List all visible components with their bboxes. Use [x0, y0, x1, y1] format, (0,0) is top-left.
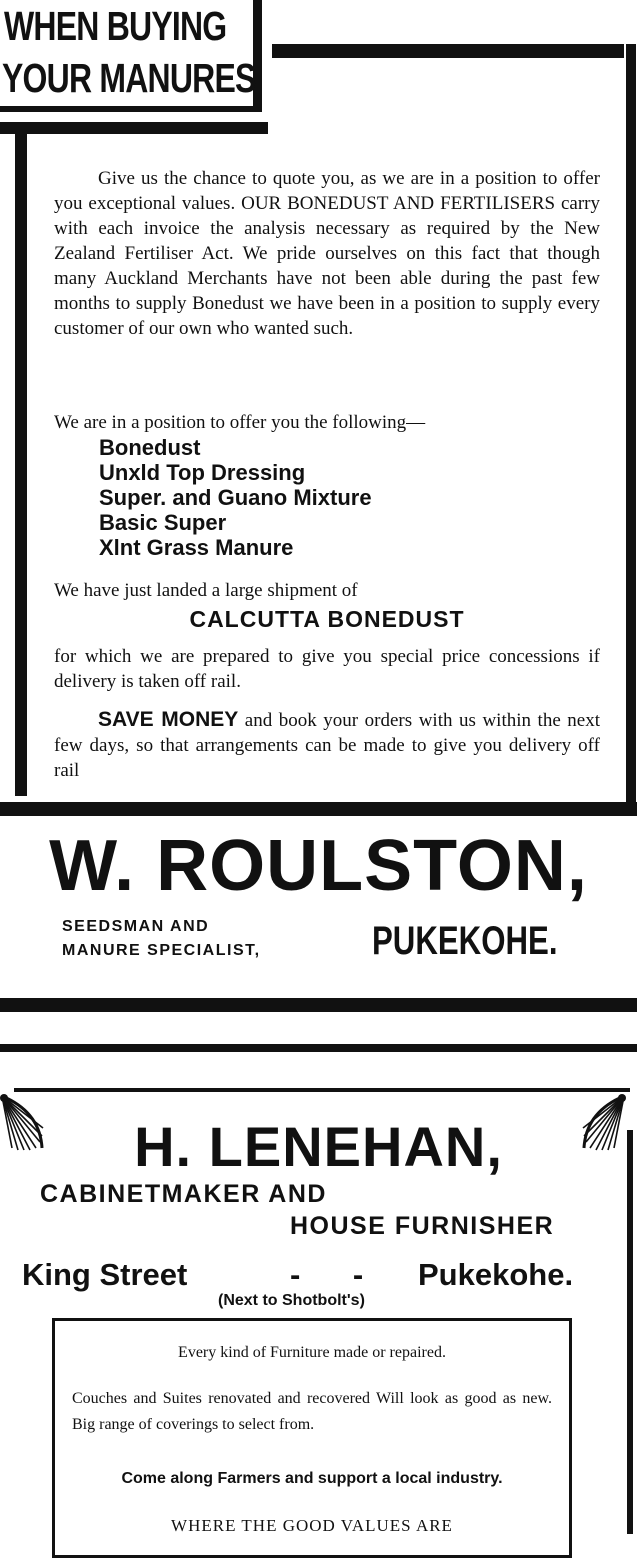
border-bar	[15, 134, 27, 796]
save-money-text: and book your orders with us within the next few days, so that arrangements can be made to give you delivery off rail	[54, 710, 600, 781]
address-separator: - -	[290, 1257, 386, 1292]
headline-line-2: YOUR MANURES	[2, 55, 256, 101]
border-bar	[626, 44, 636, 804]
address-street: King Street	[22, 1257, 188, 1292]
product-item: Super. and Guano Mixture	[99, 485, 372, 510]
advertiser-role-line: MANURE SPECIALIST,	[62, 942, 261, 959]
lenehan-trade-line: HOUSE FURNISHER	[290, 1212, 555, 1240]
address-note: (Next to Shotbolt's)	[218, 1292, 365, 1309]
border-bar	[627, 1130, 633, 1534]
rule-divider	[14, 1088, 630, 1092]
services-line: Couches and Suites renovated and recovered Will look as good as new. Big range of coverings to select from.	[72, 1390, 552, 1433]
product-list	[99, 435, 372, 560]
save-money-lead: SAVE MONEY	[98, 708, 239, 731]
advertiser-town: PUKEKOHE.	[372, 919, 558, 963]
lenehan-name: H. LENEHAN,	[134, 1115, 503, 1178]
advertiser-role	[62, 915, 261, 963]
rule-divider	[0, 998, 637, 1012]
intro-paragraph: Give us the chance to quote you, as we are in a position to offer you exceptional values. OUR BONEDUST AND FERTILISERS carry with each invoice the analysis necessary as required by the New Zealand Fertiliser Act. We pride ourselves on this fact that though many Auckland Merchants have not been able during the past few months to supply Bonedust we have been in a position to supply every customer of our own who wanted such.	[54, 168, 600, 339]
rule-divider	[272, 44, 624, 58]
services-line: Come along Farmers and support a local industry.	[121, 1470, 503, 1487]
advertiser-role-line: SEEDSMAN AND	[62, 918, 210, 935]
shipment-product: CALCUTTA BONEDUST	[189, 606, 465, 632]
headline-line-1: WHEN BUYING	[4, 3, 227, 49]
rule-divider	[0, 802, 637, 816]
product-item: Xlnt Grass Manure	[99, 535, 294, 560]
advertiser-name: W. ROULSTON,	[49, 826, 588, 906]
services-line: Every kind of Furniture made or repaired.	[178, 1344, 446, 1361]
product-item: Unxld Top Dressing	[99, 460, 306, 485]
offer-intro: We are in a position to offer you the following—	[54, 412, 426, 433]
rule-divider	[0, 122, 268, 134]
product-item: Bonedust	[99, 435, 201, 460]
lenehan-trade-line: CABINETMAKER AND	[40, 1180, 327, 1208]
concessions-paragraph: for which we are prepared to give you special price concessions if delivery is taken off rail.	[54, 646, 600, 692]
address-town: Pukekohe.	[418, 1257, 574, 1292]
save-money-paragraph	[54, 707, 600, 783]
rule-divider	[0, 1044, 637, 1052]
slogan: WHERE THE GOOD VALUES ARE	[171, 1516, 453, 1535]
product-item: Basic Super	[99, 510, 227, 535]
shipment-line: We have just landed a large shipment of	[54, 580, 358, 601]
